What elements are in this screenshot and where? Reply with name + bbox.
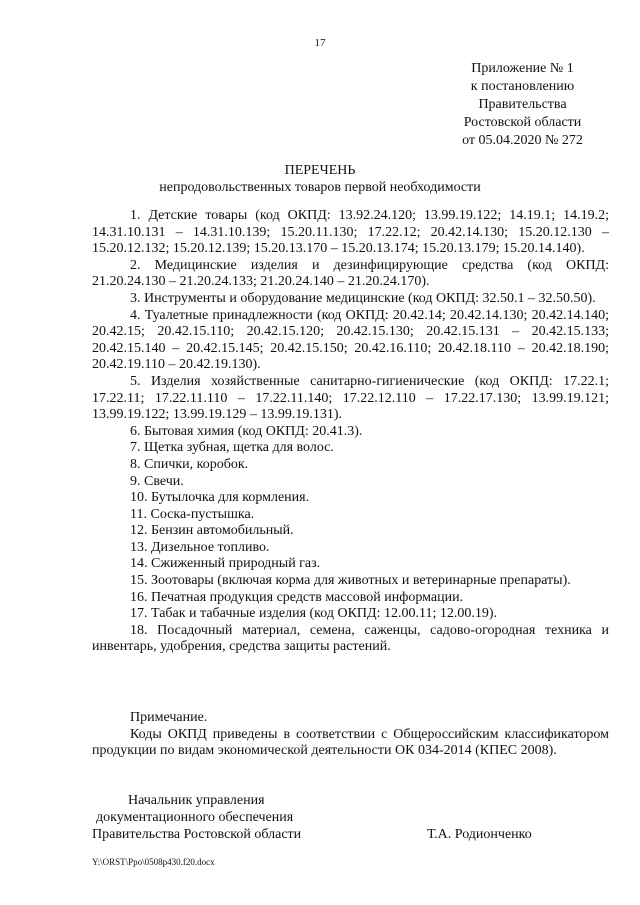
list-item: 7. Щетка зубная, щетка для волос. xyxy=(130,440,334,456)
note-title: Примечание. xyxy=(130,710,208,725)
appendix-line: Приложение № 1 xyxy=(471,61,574,76)
signature-name: Т.А. Родионченко xyxy=(427,827,532,842)
document-title: ПЕРЕЧЕНЬ xyxy=(284,163,356,178)
page-number: 17 xyxy=(314,37,326,49)
list-item: 13. Дизельное топливо. xyxy=(130,539,270,555)
list-item: 6. Бытовая химия (код ОКПД: 20.41.3). xyxy=(130,423,363,439)
list-item: 14. Сжиженный природный газ. xyxy=(130,556,321,572)
appendix-block xyxy=(430,60,615,150)
signature-position-line: документационного обеспечения xyxy=(96,810,294,825)
list-item: 12. Бензин автомобильный. xyxy=(130,523,294,539)
document-subtitle: непродовольственных товаров первой необходимости xyxy=(159,180,481,195)
list-item: 9. Свечи. xyxy=(130,473,184,489)
list-item: 11. Соска-пустышка. xyxy=(130,506,255,522)
list-item: 15. Зоотовары (включая корма для животных и ветеринарные препараты). xyxy=(130,573,571,589)
file-path-footer: Y:\ORST\Ppo\0508p430.f20.docx xyxy=(92,857,215,867)
appendix-line: к постановлению xyxy=(470,79,575,94)
list-item: 18. Посадочный материал, семена, саженцы, садово-огородная техника и инвентарь, удобрения, средства защиты растений. xyxy=(92,622,609,655)
note-text: Коды ОКПД приведены в соответствии с Общероссийским классификатором продукции по видам экономической деятельности ОК 034-2014 (КПЕС 2008). xyxy=(92,726,609,759)
list-item: 5. Изделия хозяйственные санитарно-гигиенические (код ОКПД: 17.22.1; 17.22.11; 17.22.11.110 – 17.22.11.140; 17.22.12.110 – 17.22.17.130; 13.99.19.121; 13.99.19.122; 13.99.19.129 – 13.99.19.131). xyxy=(92,373,609,423)
list-item: 8. Спички, коробок. xyxy=(130,456,249,472)
list-item: 16. Печатная продукция средств массовой информации. xyxy=(130,589,464,605)
list-item: 3. Инструменты и оборудование медицинские (код ОКПД: 32.50.1 – 32.50.50). xyxy=(130,290,596,306)
list-item: 10. Бутылочка для кормления. xyxy=(130,490,310,506)
signature-position-line: Начальник управления xyxy=(128,793,265,808)
appendix-line: Ростовской области xyxy=(463,115,582,130)
list-item: 4. Туалетные принадлежности (код ОКПД: 20.42.14; 20.42.14.130; 20.42.14.140; 20.42.15; 20.42.15.110; 20.42.15.120; 20.42.15.130; 20.42.15.131 – 20.42.15.133; 20.42.15.140 – 20.42.15.145; 20.42.15.150; 20.42.16.110; 20.42.18.110 – 20.42.18.190; 20.42.19.110 – 20.42.19.130). xyxy=(92,307,609,373)
goods-list xyxy=(92,208,609,656)
list-item: 17. Табак и табачные изделия (код ОКПД: 12.00.11; 12.00.19). xyxy=(130,606,498,622)
signature-position-line: Правительства Ростовской области xyxy=(92,827,302,842)
appendix-line: Правительства xyxy=(478,97,567,112)
note-block xyxy=(92,710,609,760)
list-item: 2. Медицинские изделия и дезинфицирующие средства (код ОКПД: 21.20.24.130 – 21.20.24.133; 21.20.24.140 – 21.20.24.170). xyxy=(92,257,609,290)
list-item: 1. Детские товары (код ОКПД: 13.92.24.120; 13.99.19.122; 14.19.1; 14.19.2; 14.31.10.131 – 14.31.10.139; 15.20.11.130; 17.22.12; 20.42.14.130; 15.20.12.130 – 15.20.12.132; 15.20.12.139; 15.20.13.170 – 15.20.13.174; 15.20.13.179; 15.20.14.140). xyxy=(92,208,609,257)
appendix-line: от 05.04.2020 № 272 xyxy=(462,133,583,148)
